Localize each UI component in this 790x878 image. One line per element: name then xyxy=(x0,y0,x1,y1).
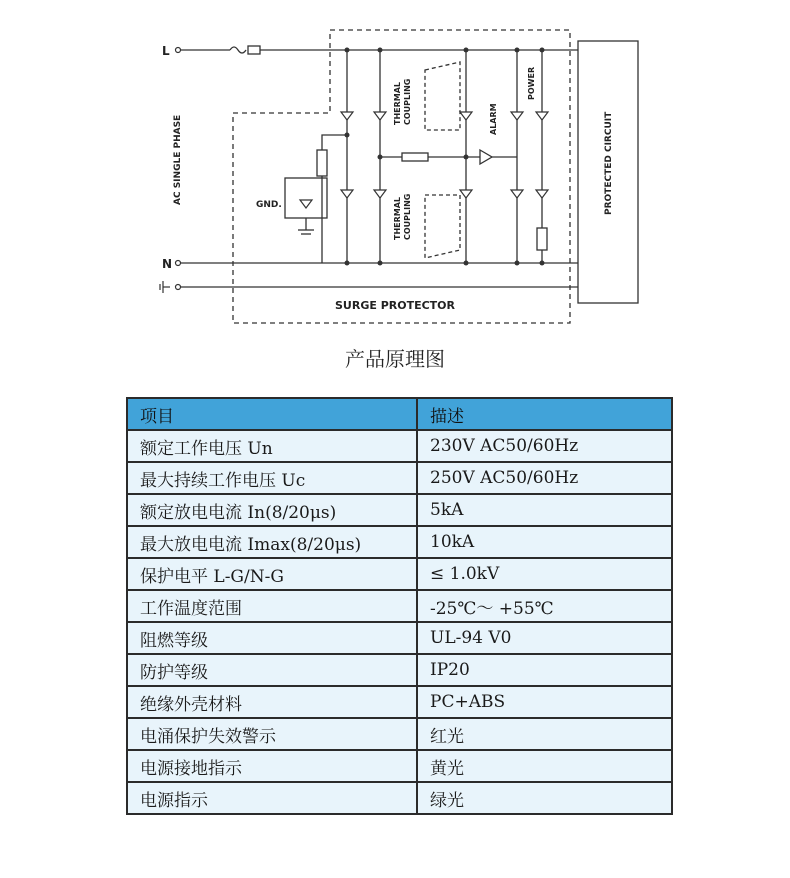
line-label-n: N xyxy=(162,257,173,271)
gnd-label: GND. xyxy=(256,200,282,210)
row-desc: 黄光 xyxy=(417,750,672,782)
surge-protector-label: SURGE PROTECTOR xyxy=(335,299,455,312)
table-row xyxy=(127,526,672,558)
row-item: 额定工作电压 Un xyxy=(127,430,417,462)
table-row xyxy=(127,430,672,462)
thermal-top-label-2: COUPLING xyxy=(403,78,412,125)
table-row xyxy=(127,718,672,750)
table-row xyxy=(127,622,672,654)
table-row xyxy=(127,558,672,590)
table-row xyxy=(127,782,672,814)
row-item: 工作温度范围 xyxy=(127,590,417,622)
row-item: 保护电平 L-G/N-G xyxy=(127,558,417,590)
alarm-label: ALARM xyxy=(489,103,498,135)
row-desc: -25℃～ +55℃ xyxy=(417,590,672,622)
protected-circuit-label: PROTECTED CIRCUIT xyxy=(604,111,614,215)
row-item: 最大放电电流 Imax(8/20μs) xyxy=(127,526,417,558)
header-item: 项目 xyxy=(127,398,417,430)
row-item: 额定放电电流 In(8/20μs) xyxy=(127,494,417,526)
row-desc: PC+ABS xyxy=(417,686,672,718)
table-row xyxy=(127,750,672,782)
table-row xyxy=(127,462,672,494)
circuit-diagram xyxy=(0,0,790,340)
row-item: 防护等级 xyxy=(127,654,417,686)
line-label-l: L xyxy=(162,44,170,58)
row-desc: 250V AC50/60Hz xyxy=(417,462,672,494)
table-row xyxy=(127,686,672,718)
row-item: 阻燃等级 xyxy=(127,622,417,654)
diagram-caption: 产品原理图 xyxy=(345,347,445,371)
thermal-bottom-label-2: COUPLING xyxy=(403,193,412,240)
row-desc: 5kA xyxy=(417,494,672,526)
row-desc: 230V AC50/60Hz xyxy=(417,430,672,462)
power-label: POWER xyxy=(527,66,536,100)
table-row xyxy=(127,494,672,526)
row-item: 绝缘外壳材料 xyxy=(127,686,417,718)
row-desc: 绿光 xyxy=(417,782,672,814)
row-item: 电源接地指示 xyxy=(127,750,417,782)
table-row xyxy=(127,590,672,622)
row-item: 电涌保护失效警示 xyxy=(127,718,417,750)
row-desc: UL-94 V0 xyxy=(417,622,672,654)
row-item: 电源指示 xyxy=(127,782,417,814)
header-desc: 描述 xyxy=(417,398,672,430)
thermal-top-label-1: THERMAL xyxy=(393,81,402,125)
row-desc: ≤ 1.0kV xyxy=(417,558,672,590)
row-desc: IP20 xyxy=(417,654,672,686)
thermal-bottom-label-1: THERMAL xyxy=(393,196,402,240)
table-row xyxy=(127,654,672,686)
row-desc: 10kA xyxy=(417,526,672,558)
row-item: 最大持续工作电压 Uc xyxy=(127,462,417,494)
spec-table xyxy=(126,397,673,815)
phase-label: AC SINGLE PHASE xyxy=(173,114,183,205)
row-desc: 红光 xyxy=(417,718,672,750)
table-header-row xyxy=(127,398,672,430)
